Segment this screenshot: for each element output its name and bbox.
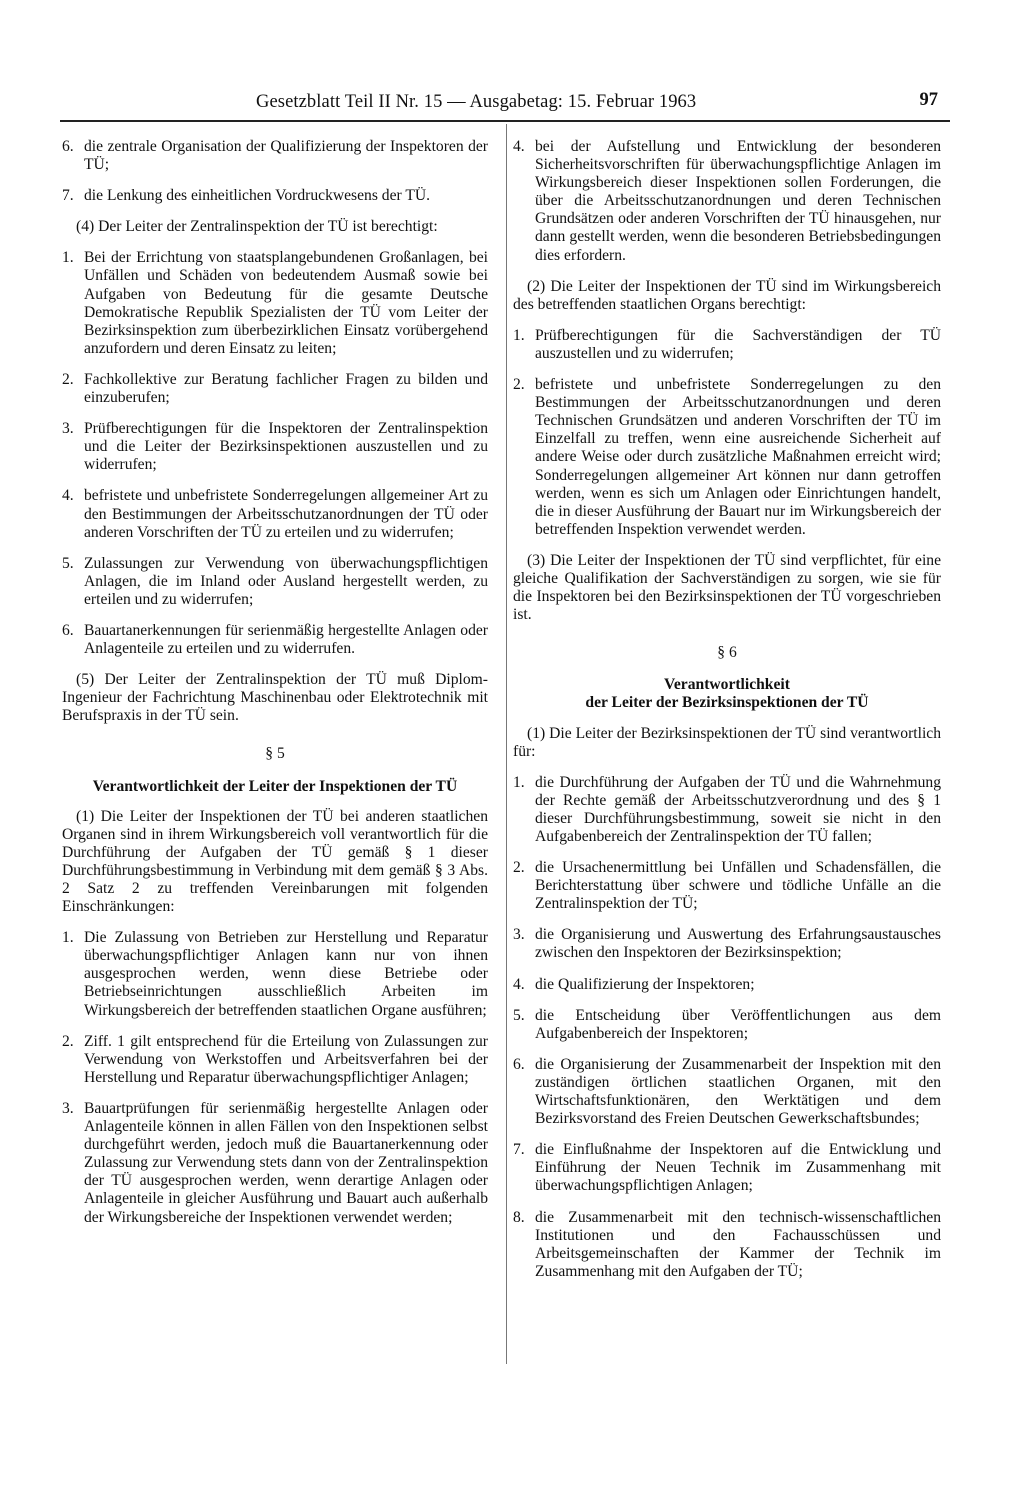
list-item	[513, 376, 941, 539]
item-number: 5.	[62, 554, 74, 572]
list-item	[513, 774, 941, 846]
item-number: 6.	[62, 621, 74, 639]
header-rule	[60, 120, 950, 122]
item-number: 1.	[62, 929, 74, 947]
list-item	[513, 1007, 941, 1043]
item-text: Zulassungen zur Verwendung von überwachungspflichtigen Anlagen, die im Inland oder Ausland hergestellt werden, zu erteilen und zu widerrufen;	[84, 554, 488, 608]
list-item	[62, 187, 488, 205]
item-text: Prüfberechtigungen für die Sachverständigen der TÜ auszustellen und zu widerrufen;	[535, 326, 941, 362]
item-number: 3.	[513, 926, 525, 944]
list-item	[62, 371, 488, 407]
item-number: 2.	[513, 376, 525, 394]
item-number: 5.	[513, 1006, 525, 1024]
item-number: 4.	[513, 138, 525, 155]
item-number: 6.	[62, 138, 74, 155]
item-text: die Entscheidung über Veröffentlichungen aus dem Aufgabenbereich der Inspektoren;	[535, 1006, 941, 1042]
section-6-title-line-1: Verantwortlichkeit	[664, 676, 790, 694]
section-5-paragraph-1: (1) Die Leiter der Inspektionen der TÜ bei anderen staatlichen Organen sind in ihrem Wirkungsbereich voll verantwortlich für die Durchführung der Aufgaben der TÜ gemäß § 1 dieser Durchführungsbestimmung in Verbindung mit dem gemäß § 3 Abs. 2 Satz 2 zu treffenden Vereinbarungen mit folgenden Einschränkungen:	[62, 807, 488, 916]
item-number: 7.	[513, 1141, 525, 1159]
list-item	[62, 420, 488, 474]
paragraph-2: (2) Die Leiter der Inspektionen der TÜ sind im Wirkungsbereich des betreffenden staatlichen Organs berechtigt:	[513, 277, 941, 313]
section-5-mark: § 5	[265, 745, 285, 763]
right-column	[513, 138, 941, 1294]
item-text: die Einflußnahme der Inspektoren auf die Entwicklung und Einführung der Neuen Technik im Zusammenhang mit überwachungspflichtigen Anlagen;	[535, 1141, 941, 1195]
item-text: befristete und unbefristete Sonderregelungen zu den Bestimmungen der Arbeitsschutzanordnungen und deren Technischen Grundsätzen und anderen Vorschriften der TÜ im Einzelfall zu treffen, wenn eine ausreichende Sicherheit auf andere Weise oder durch zusätzliche Maßnahmen erreicht wird; Sonderregelungen allgemeiner Art können nur dann getroffen werden, wenn es sich um Anlagen oder Einrichtungen handelt, die in dieser Ausführung der Bauart nur im Wirkungsbereich der betreffenden Inspektion verwendet werden.	[535, 376, 941, 538]
item-number: 2.	[513, 859, 525, 877]
item-text: Bauartprüfungen für serienmäßig hergestellte Anlagen oder Anlagenteile können in allen Fällen von den Inspektionen selbst durchgeführt werden, jedoch muß die Bauartanerkennung oder Zulassung zur Verwendung stets dann von der Zentralinspektion der TÜ ausgesprochen werden, wenn derartige Anlagen oder Anlagenteile in gleicher Ausführung und Bauart auch außerhalb der Wirkungsbereiche der Inspektionen verwendet werden;	[84, 1099, 488, 1226]
left-column	[62, 138, 488, 1240]
item-number: 8.	[513, 1208, 525, 1226]
item-text: die Organisierung und Auswertung des Erfahrungsaustausches zwischen den Inspektoren der Bezirksinspektion;	[535, 926, 941, 962]
list-item	[513, 976, 941, 994]
item-number: 2.	[62, 1032, 74, 1050]
item-text: die zentrale Organisation der Qualifizierung der Inspektoren der TÜ;	[84, 138, 488, 174]
paragraph-3: (3) Die Leiter der Inspektionen der TÜ sind verpflichtet, für eine gleiche Qualifikation der Sachverständigen zu sorgen, wie sie für die Inspektoren bei den Bezirksinspektionen der TÜ vorgeschrieben ist.	[513, 551, 941, 624]
list-item	[62, 555, 488, 609]
page-number: 97	[919, 90, 938, 110]
list-item	[62, 249, 488, 358]
item-text: die Organisierung der Zusammenarbeit der Inspektion mit den zuständigen örtlichen staatlichen Organen, mit den Wirtschaftsfunktionären, den Werktätigen und dem Bezirksvorstand des Freien Deutschen Gewerkschaftsbundes;	[535, 1055, 941, 1128]
item-text: Bauartanerkennungen für serienmäßig hergestellte Anlagen oder Anlagenteile zu erteilen und zu widerrufen.	[84, 621, 488, 658]
item-text: die Zusammenarbeit mit den technisch-wissenschaftlichen Institutionen und den Fachausschüssen und Arbeitsgemeinschaften der Kammer der Technik im Zusammenhang mit den Aufgaben der TÜ;	[535, 1208, 941, 1280]
item-text: Prüfberechtigungen für die Inspektoren der Zentralinspektion und die Leiter der Bezirksinspektionen auszustellen und zu widerrufen;	[84, 420, 488, 474]
section-6-title-line-2: der Leiter der Bezirksinspektionen der TÜ	[585, 694, 869, 712]
list-item	[62, 622, 488, 658]
item-text: befristete und unbefristete Sonderregelungen allgemeiner Art zu den Bestimmungen der Arbeitsschutzanordnungen der TÜ oder anderen Vorschriften der TÜ zu erteilen und zu widerrufen;	[84, 487, 488, 541]
paragraph-4: (4) Der Leiter der Zentralinspektion der TÜ ist berechtigt:	[76, 218, 438, 236]
item-number: 6.	[513, 1055, 525, 1073]
paragraph-5: (5) Der Leiter der Zentralinspektion der TÜ muß Diplom-Ingenieur der Fachrichtung Maschinenbau oder Elektrotechnik mit Berufspraxis in der TÜ sein.	[62, 671, 488, 725]
page-header	[60, 86, 950, 122]
section-6-paragraph-1: (1) Die Leiter der Bezirksinspektionen der TÜ sind verantwortlich für:	[513, 724, 941, 760]
list-item	[62, 138, 488, 174]
list-item	[513, 327, 941, 363]
item-text: die Qualifizierung der Inspektoren;	[535, 975, 755, 993]
list-item	[62, 1033, 488, 1087]
item-number: 1.	[513, 326, 525, 344]
item-text: die Lenkung des einheitlichen Vordruckwesens der TÜ.	[84, 187, 431, 205]
item-number: 2.	[62, 370, 74, 388]
list-item	[513, 926, 941, 962]
list-item	[62, 929, 488, 1019]
item-number: 4.	[513, 975, 525, 993]
item-number: 3.	[62, 1099, 74, 1117]
list-item	[513, 859, 941, 913]
item-text: Bei der Errichtung von staatsplangebundenen Großanlagen, bei Unfällen und Schäden von bedeutendem Ausmaß sowie bei Aufgaben von Bedeutung für die gesamte Deutsche Demokratische Republik Spezialisten der TÜ vom Leiter der Bezirksinspektion zum überbezirklichen Einsatz vorübergehend anzufordern und deren Einsatz zu leiten;	[84, 249, 488, 357]
item-number: 1.	[513, 773, 525, 791]
item-number: 1.	[62, 249, 74, 267]
list-item	[513, 1056, 941, 1128]
item-text: Ziff. 1 gilt entsprechend für die Erteilung von Zulassungen zur Verwendung von Werkstoffen und Arbeitsverfahren bei der Herstellung und Reparatur überwachungspflichtiger Anlagen;	[84, 1032, 488, 1086]
item-text: bei der Aufstellung und Entwicklung der besonderen Sicherheitsvorschriften für überwachungspflichtige Anlagen im Wirkungsbereich dieser Inspektionen sollen Forderungen, die über die Arbeitsschutzanordnungen und deren Technischen Grundsätzen oder anderen Vorschriften der TÜ hinausgehen, nur dann gestellt werden, wenn die besonderen Betriebsbedingungen dies erfordern.	[535, 138, 941, 264]
section-6-mark: § 6	[717, 644, 737, 662]
list-item	[62, 1100, 488, 1227]
list-item	[62, 487, 488, 541]
item-number: 3.	[62, 420, 74, 438]
item-text: die Ursachenermittlung bei Unfällen und Schadensfällen, die Berichterstattung über schwere und tödliche Unfälle an die Zentralinspektion der TÜ;	[535, 859, 941, 913]
item-text: Fachkollektive zur Beratung fachlicher Fragen zu bilden und einzuberufen;	[84, 370, 488, 407]
item-text: Die Zulassung von Betrieben zur Herstellung und Reparatur überwachungspflichtiger Anlagen kann nur von ihnen ausgesprochen werden, wenn diese Betriebe oder Betriebseinrichtungen ausschließlich Arbeiten im Wirkungsbereich der betreffenden staatlichen Organe ausführen;	[84, 929, 488, 1019]
column-divider	[506, 124, 507, 1364]
item-number: 4.	[62, 487, 74, 505]
list-item	[513, 1141, 941, 1195]
list-item	[513, 138, 941, 265]
header-title: Gesetzblatt Teil II Nr. 15 — Ausgabetag: 15. Februar 1963	[256, 92, 697, 112]
item-text: die Durchführung der Aufgaben der TÜ und die Wahrnehmung der Rechte gemäß der Arbeitsschutzverordnung und des § 1 dieser Durchführungsbestimmung, soweit sie nicht in den Aufgabenbereich der Zentralinspektion der TÜ fallen;	[535, 773, 941, 845]
item-number: 7.	[62, 187, 74, 205]
section-6-title	[513, 676, 941, 712]
section-5-title: Verantwortlichkeit der Leiter der Inspektionen der TÜ	[92, 777, 458, 795]
list-item	[513, 1209, 941, 1281]
